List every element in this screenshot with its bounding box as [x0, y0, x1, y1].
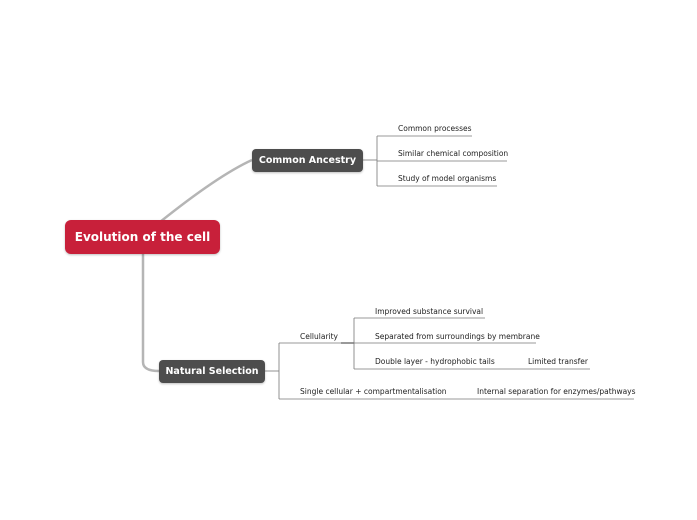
root-topic[interactable]: Evolution of the cell — [65, 220, 220, 254]
connector-root-natural-selection — [143, 254, 159, 371]
subtopic-double-layer[interactable]: Double layer - hydrophobic tails — [375, 357, 495, 366]
subtopic-improved-substance-survival[interactable]: Improved substance survival — [375, 307, 484, 316]
subtopic-similar-chemical-composition[interactable]: Similar chemical composition — [398, 149, 509, 158]
subtopic-limited-transfer[interactable]: Limited transfer — [528, 357, 588, 366]
topic-common-ancestry[interactable]: Common Ancestry — [252, 149, 363, 172]
subtopic-cellularity[interactable]: Cellularity — [300, 332, 338, 341]
subtopic-common-processes[interactable]: Common processes — [398, 124, 472, 133]
topic-natural-selection[interactable]: Natural Selection — [159, 360, 265, 383]
subtopic-internal-separation[interactable]: Internal separation for enzymes/pathways — [477, 387, 636, 396]
connector-root-common-ancestry — [160, 160, 252, 222]
subtopic-study-model-organisms[interactable]: Study of model organisms — [398, 174, 497, 183]
subtopic-single-cellular[interactable]: Single cellular + compartmentalisation — [300, 387, 447, 396]
subtopic-separated-by-membrane[interactable]: Separated from surroundings by membrane — [375, 332, 540, 341]
